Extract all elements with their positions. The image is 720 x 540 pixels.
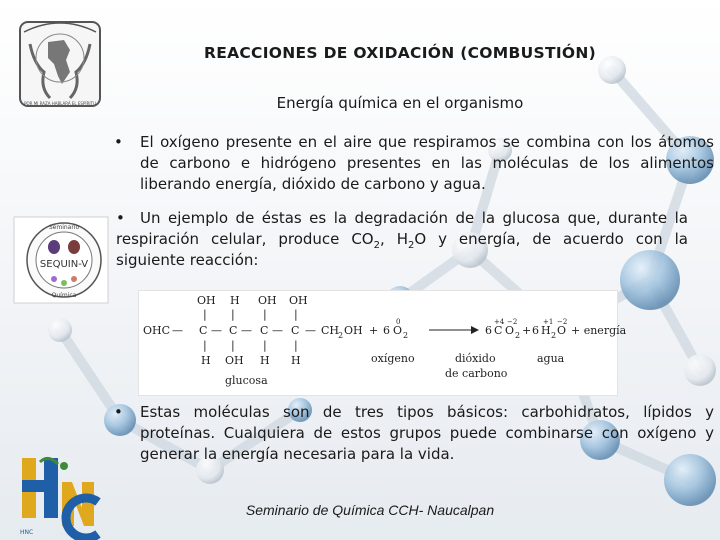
svg-text:C: C [260, 324, 269, 337]
svg-text:—: — [172, 324, 183, 337]
svg-text:CH: CH [321, 324, 340, 337]
svg-text:C: C [229, 324, 238, 337]
svg-text:de carbono: de carbono [445, 367, 508, 380]
svg-text:6: 6 [485, 324, 492, 337]
bullet-symbol: • [114, 403, 123, 421]
svg-text:+: + [522, 324, 532, 337]
svg-text:H: H [291, 354, 301, 367]
svg-text:+: + [369, 324, 379, 337]
subscript: 2 [373, 240, 380, 251]
svg-text:|: | [263, 308, 267, 321]
sequin-v-logo [14, 217, 108, 303]
svg-text:C: C [291, 324, 300, 337]
svg-text:H: H [230, 294, 240, 307]
svg-text:|: | [231, 308, 235, 321]
svg-text:C: C [494, 324, 503, 337]
svg-text:OHC: OHC [143, 324, 171, 337]
svg-text:OH: OH [344, 324, 363, 337]
svg-text:|: | [203, 339, 207, 352]
svg-text:POR MI RAZA HABLARÁ EL ESPÍRIT: POR MI RAZA HABLARÁ EL ESPÍRITU [24, 101, 96, 106]
svg-text:2: 2 [515, 331, 521, 340]
svg-text:6: 6 [532, 324, 539, 337]
svg-text:−2: −2 [507, 318, 518, 326]
svg-text:6: 6 [383, 324, 390, 337]
svg-text:2: 2 [551, 331, 557, 340]
svg-text:HNC: HNC [20, 529, 34, 536]
svg-text:−2: −2 [557, 318, 568, 326]
svg-text:OH: OH [197, 294, 216, 307]
svg-text:|: | [294, 308, 298, 321]
svg-text:H: H [201, 354, 211, 367]
svg-text:H: H [260, 354, 270, 367]
svg-text:0: 0 [396, 318, 401, 326]
svg-text:|: | [231, 339, 235, 352]
bullet-text-2b: , H [379, 230, 408, 248]
svg-text:OH: OH [258, 294, 277, 307]
svg-text:2: 2 [338, 331, 344, 340]
svg-text:2: 2 [403, 331, 409, 340]
bullet-text-2a: Un ejemplo de éstas es la degradación de la glucosa que, durante la respiración celular, produce CO [116, 209, 688, 248]
svg-text:SEQUIN-V: SEQUIN-V [39, 259, 89, 270]
atom-sphere [48, 318, 72, 342]
atom-sphere [684, 354, 716, 386]
svg-text:—: — [211, 324, 222, 337]
svg-text:O: O [557, 324, 567, 337]
svg-text:Química: Química [51, 292, 77, 299]
svg-text:O: O [393, 324, 403, 337]
page-subtitle: Energía química en el organismo [276, 94, 524, 112]
bullet-symbol: • [114, 133, 123, 151]
svg-text:—: — [305, 324, 316, 337]
bullet-symbol: • [116, 209, 125, 227]
reaction-equation-image [138, 290, 627, 396]
hnc-logo [18, 452, 102, 536]
subscript: 2 [407, 240, 415, 251]
svg-text:OH: OH [225, 354, 244, 367]
bullet-paragraph-1 [114, 132, 714, 195]
svg-text:glucosa: glucosa [225, 374, 268, 387]
svg-text:+4: +4 [494, 318, 505, 326]
svg-text:agua: agua [537, 352, 565, 365]
svg-text:Seminario: Seminario [48, 224, 80, 231]
svg-text:—: — [241, 324, 252, 337]
bullet-text-3: Estas moléculas son de tres tipos básicos: carbohidratos, lípidos y proteínas. Cualquiera de estos grupos puede combinarse con oxígeno y generar la energía necesaria para la vida. [140, 403, 714, 463]
bullet-text-2c: O y energía, de acuerdo con la siguiente reacción: [116, 230, 688, 269]
svg-text:H: H [541, 324, 551, 337]
bullet-paragraph-3 [114, 402, 714, 465]
page-title: REACCIONES DE OXIDACIÓN (COMBUSTIÓN) [203, 44, 597, 62]
svg-text:—: — [272, 324, 283, 337]
svg-text:dióxido: dióxido [455, 352, 496, 365]
bullet-paragraph-2 [116, 208, 688, 271]
svg-text:|: | [263, 339, 267, 352]
svg-text:O: O [505, 324, 515, 337]
svg-text:C: C [199, 324, 208, 337]
bullet-text-1: El oxígeno presente en el aire que respiramos se combina con los átomos de carbono e hidrógeno presentes en las moléculas de los alimentos liberando energía, dióxido de carbono y agua. [140, 133, 714, 193]
unam-seal-logo [14, 14, 106, 110]
svg-text:|: | [203, 308, 207, 321]
svg-text:+1: +1 [543, 318, 554, 326]
svg-text:|: | [294, 339, 298, 352]
svg-text:+ energía: + energía [571, 324, 627, 337]
svg-text:oxígeno: oxígeno [371, 352, 415, 365]
footer-text: Seminario de Química CCH- Naucalpan [245, 502, 495, 518]
svg-text:OH: OH [289, 294, 308, 307]
